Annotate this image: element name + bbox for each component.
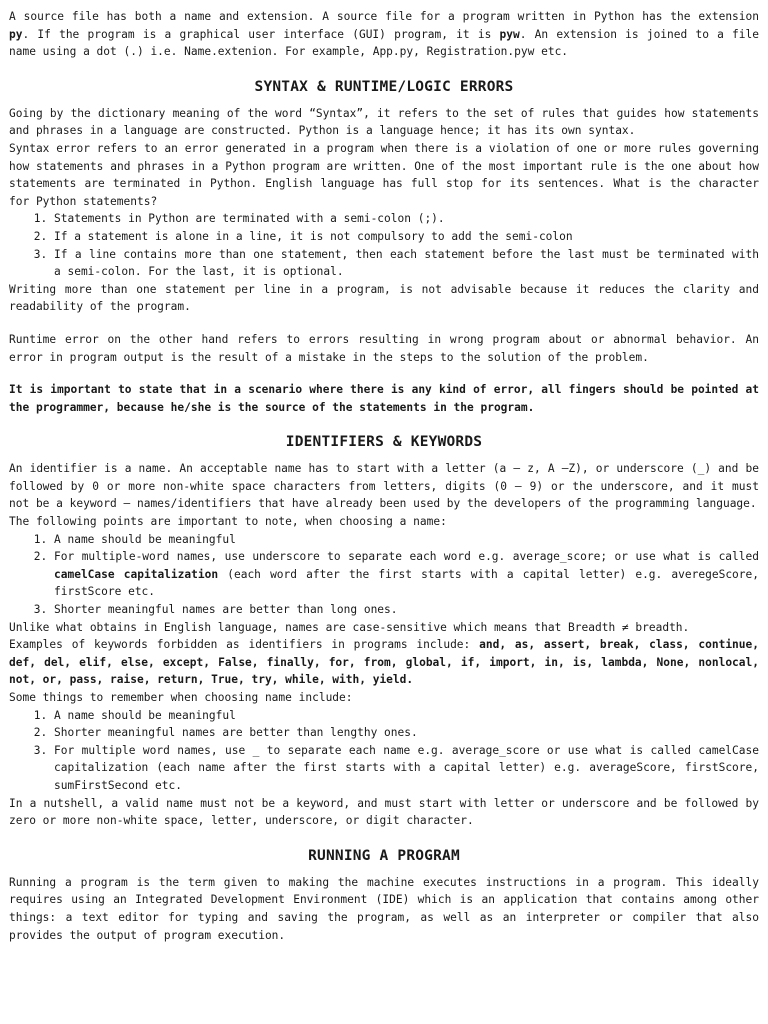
spacer	[9, 366, 759, 381]
clarity-paragraph: Writing more than one statement per line in a program, is not advisable because it reduces the clarity and readability of the program.	[9, 282, 759, 314]
list-item: 2. Shorter meaningful names are better than lengthy ones.	[54, 724, 759, 742]
list-item: 1. Statements in Python are terminated with a semi-colon (;).	[54, 210, 759, 228]
spacer	[9, 316, 759, 331]
naming-points-list	[9, 531, 759, 619]
list-item: 1. A name should be meaningful	[54, 707, 759, 725]
case-sensitivity-paragraph: Unlike what obtains in English language, names are case-sensitive which means that Breadth ≠ breadth.	[9, 620, 690, 634]
syntax-error-paragraph: Syntax error refers to an error generated in a program when there is a violation of one or more rules governing how statements and phrases in a Python program are written. One of the most important rule is the one about how statements are terminated in Python. English language has full stop for its sentences. What is the character for Python statements?	[9, 141, 759, 208]
running-heading: RUNNING A PROGRAM	[308, 847, 460, 864]
intro-text: A source file has both a name and extension. A source file for a program written in Python has the extension	[9, 10, 759, 23]
syntax-heading: SYNTAX & RUNTIME/LOGIC ERRORS	[254, 78, 514, 95]
remember-list	[9, 707, 759, 795]
identifiers-heading: IDENTIFIERS & KEYWORDS	[285, 434, 483, 451]
keywords-paragraph	[9, 636, 759, 689]
extension-py: py	[9, 27, 23, 41]
identifier-definition-paragraph: An identifier is a name. An acceptable name has to start with a letter (a – z, A –Z), or underscore (_) and be followed by 0 or more non-white space characters from letters, digits (0 – 9) or the underscore, and it must not be a keyword – names/identifiers that have already been used by the developers of the programming language.	[9, 462, 759, 511]
list-item: 3. Shorter meaningful names are better than long ones.	[54, 601, 759, 619]
keywords-list: and, as, assert, break, class, continue, def, del, elif, else, except, False, finally, for, from, global, if, import, in, is, lambda, None, nonlocal, not, or, pass, raise, return, True, try, while, with, yield.	[9, 638, 759, 687]
camelcase-term: camelCase capitalization	[54, 567, 219, 581]
programmer-responsibility-paragraph: It is important to state that in a scenario where there is any kind of error, all fingers should be pointed at the programmer, because he/she is the source of the statements in the program.	[9, 383, 759, 414]
running-paragraph: Running a program is the term given to making the machine executes instructions in a program. This ideally requires using an Integrated Development Environment (IDE) which is an application that contains among other things: a text editor for typing and saving the program, as well as an interpreter or compiler that also provides the output of program execution.	[9, 875, 759, 942]
syntax-definition-paragraph: Going by the dictionary meaning of the word “Syntax”, it refers to the set of rules that guides how statements and phrases in a language are constructed. Python is a language hence; it has its own syntax.	[9, 106, 759, 138]
list-item	[54, 548, 759, 601]
document-page	[9, 8, 759, 944]
list-item: 3. For multiple word names, use _ to separate each name e.g. average_score or use what is called camelCase capitalization (each name after the first starts with a capital letter) e.g. averageScore, firstScore, sumFirstSecond etc.	[54, 742, 759, 795]
extension-pyw: pyw	[499, 27, 520, 41]
termination-rules-list	[9, 210, 759, 280]
remember-intro: Some things to remember when choosing name include:	[9, 691, 353, 704]
intro-paragraph	[9, 8, 759, 61]
keywords-intro: Examples of keywords forbidden as identifiers in programs include:	[9, 638, 480, 652]
list-item: 2. If a statement is alone in a line, it is not compulsory to add the semi-colon	[54, 228, 759, 246]
naming-points-intro: The following points are important to note, when choosing a name:	[9, 515, 447, 529]
runtime-error-paragraph: Runtime error on the other hand refers to errors resulting in wrong program about or abnormal behavior. An error in program output is the result of a mistake in the steps to the solution of the problem.	[9, 332, 759, 364]
intro-text: . If the program is a graphical user interface (GUI) program, it is	[22, 27, 500, 41]
list-item-text: (each word after the first starts with a capital letter) e.g. averegeScore, firstScore etc.	[54, 567, 759, 599]
list-item: 1. A name should be meaningful	[54, 531, 759, 549]
list-item-text: For multiple-word names, use underscore to separate each word e.g. average_score; or use what is called	[54, 550, 759, 564]
nutshell-paragraph: In a nutshell, a valid name must not be a keyword, and must start with letter or underscore and be followed by zero or more non-white space, letter, underscore, or digit character.	[9, 796, 759, 828]
list-item: 3. If a line contains more than one statement, then each statement before the last must be terminated with a semi-colon. For the last, it is optional.	[54, 246, 759, 281]
intro-text: . An extension is joined to a file name using a dot (.) i.e. Name.extenion. For example, App.py, Registration.pyw etc.	[9, 27, 759, 59]
